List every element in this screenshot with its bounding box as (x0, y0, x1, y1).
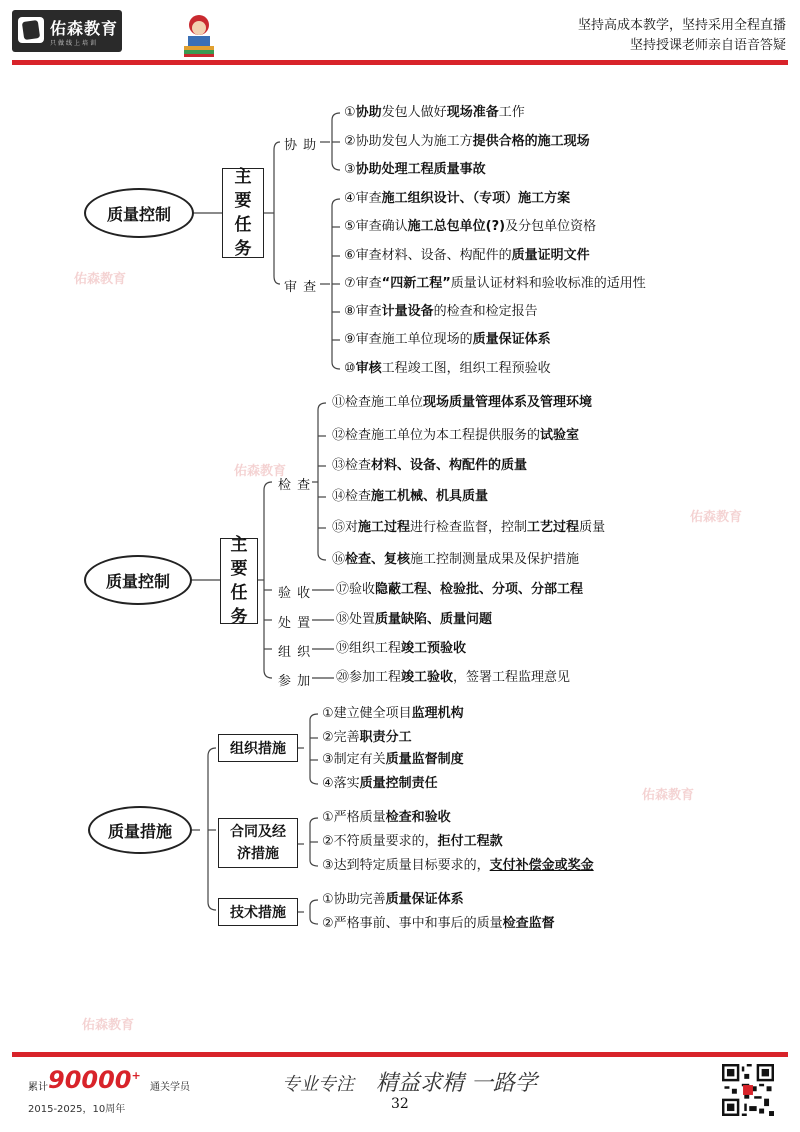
header-slogan-2: 坚持授课老师亲自语音答疑 (629, 38, 786, 53)
mid-node-main-tasks: 主 要 任 务 (222, 168, 264, 258)
footer-divider (12, 1052, 788, 1057)
group-label-review: 审 查 (284, 280, 318, 295)
watermark: 佑森教育 (74, 272, 127, 287)
logo-text: 佑森教育 (50, 19, 119, 38)
row-label: 参 加 (278, 674, 312, 689)
logo-slogan: 只做线上培训 (50, 40, 99, 47)
measure-node-technical: 技术措施 (218, 898, 298, 926)
watermark: 佑森教育 (234, 464, 287, 479)
measure-item: ②严格事前、事中和事后的质量检查监督 (322, 916, 555, 931)
watermark: 佑森教育 (690, 510, 743, 525)
task-item: ⑩审核工程竣工图，组织工程预验收 (344, 361, 551, 376)
qr-code-icon (722, 1064, 774, 1116)
task-item: ⑧审查计量设备的检查和检定报告 (344, 304, 538, 319)
action-item: ⑲组织工程竣工预验收 (336, 641, 467, 656)
measure-node-organizational: 组织措施 (218, 734, 298, 762)
task-item: ⑤审查确认施工总包单位(?)及分包单位资格 (344, 219, 597, 234)
footer-years: 2015-2025，10周年 (28, 1104, 126, 1115)
inspect-item: ⑮对施工过程进行检查监督，控制工艺过程质量 (332, 520, 606, 535)
row-label: 组 织 (278, 645, 312, 660)
inspect-item: ⑭检查施工机械、机具质量 (332, 489, 489, 504)
measure-item: ①协助完善质量保证体系 (322, 892, 464, 907)
row-label: 验 收 (278, 586, 312, 601)
footer-count-suffix: 通关学员 (150, 1082, 190, 1093)
task-item: ⑦审查“四新工程”质量认证材料和验收标准的适用性 (344, 276, 646, 291)
action-item: ⑳参加工程竣工验收，签署工程监理意见 (336, 670, 571, 685)
inspect-item: ⑬检查材料、设备、构配件的质量 (332, 458, 528, 473)
task-item: ②协助发包人为施工方提供合格的施工现场 (344, 134, 590, 149)
footer-count-prefix: 累计 (28, 1082, 48, 1093)
root-node-quality-control-2: 质量控制 (84, 555, 192, 605)
footer-count: 90000+ (48, 1066, 141, 1094)
measure-item: ①严格质量检查和验收 (322, 810, 451, 825)
inspect-item: ⑯检查、复核施工控制测量成果及保护措施 (332, 552, 580, 567)
group-label-inspect: 检 查 (278, 478, 312, 493)
header-slogan-1: 坚持高成本教学，坚持采用全程直播 (577, 18, 786, 33)
task-item: ③协助处理工程质量事故 (344, 162, 486, 177)
measure-item: ③制定有关质量监督制度 (322, 752, 464, 767)
measure-item: ④落实质量控制责任 (322, 776, 438, 791)
inspect-item: ⑪检查施工单位现场质量管理体系及管理环境 (332, 395, 593, 410)
task-item: ⑨审查施工单位现场的质量保证体系 (344, 332, 551, 347)
signature-left: 专业专注 (282, 1074, 354, 1095)
task-item: ④审查施工组织设计、（专项）施工方案 (344, 191, 571, 206)
measure-node-contract-economic: 合同及经济措施 (218, 818, 298, 868)
action-item: ⑱处置质量缺陷、质量问题 (336, 612, 493, 627)
mid-node-main-tasks-2: 主 要 任 务 (220, 538, 258, 624)
watermark: 佑森教育 (82, 1018, 135, 1033)
watermark: 佑森教育 (642, 788, 695, 803)
measure-item: ①建立健全项目监理机构 (322, 706, 464, 721)
task-item: ①协助发包人做好现场准备工作 (344, 105, 525, 120)
measure-item: ②完善职责分工 (322, 730, 412, 745)
measure-item: ③达到特定质量目标要求的，支付补偿金或奖金 (322, 858, 594, 873)
root-node-quality-control: 质量控制 (84, 188, 194, 238)
page-number: 32 (391, 1096, 409, 1112)
signature-right: 精益求精 一路学 (376, 1071, 537, 1096)
task-item: ⑥审查材料、设备、构配件的质量证明文件 (344, 248, 590, 263)
action-item: ⑰验收隐蔽工程、检验批、分项、分部工程 (336, 582, 584, 597)
group-label-assist: 协 助 (284, 138, 318, 153)
measure-item: ②不符质量要求的，拒付工程款 (322, 834, 503, 849)
row-label: 处 置 (278, 616, 312, 631)
root-node-quality-measures: 质量措施 (88, 806, 192, 854)
inspect-item: ⑫检查施工单位为本工程提供服务的试验室 (332, 428, 580, 443)
